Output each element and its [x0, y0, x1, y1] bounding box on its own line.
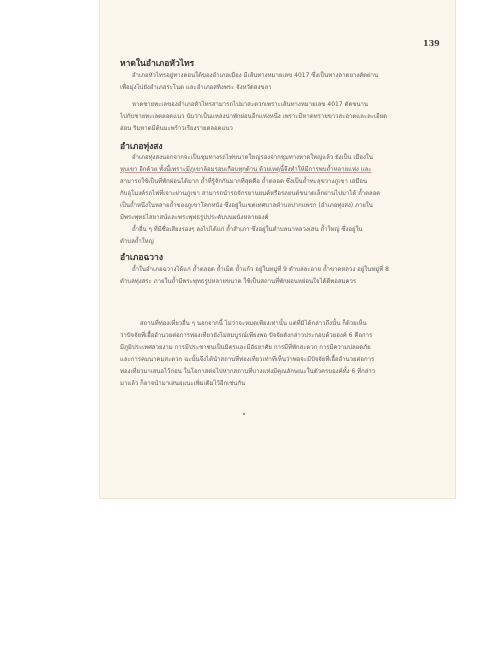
text-line: ถ้ำอื่น ๆ ที่มีชื่อเสียงรองๆ ลงไปได้แก่ ถ้ำสำเภา ซึ่งอยู่ในตำบลนาหลวงเสน ถ้ำใหญ่ ซึ่งอยู่ใน: [132, 226, 363, 233]
section-heading-chawang: อำเภอฉวาง: [120, 253, 163, 263]
text-line: ไปกับชายทะเลตลอดแนว นับว่าเป็นแหล่งน่าพักผ่อนอีกแห่งหนึ่ง เพราะมีหาดทรายขาวสะอาดและละเอียด: [120, 113, 388, 120]
text-line: หุบเขา อีกด้วย ทั้งนี้เพราะมีภูเขาล้อมรอบเกือบทุกด้าน ด้วยเหตุนี้จึงทำให้มีการพบถ้ำหลายแห่ง และ: [120, 166, 372, 173]
text-line: อ่อน ริมหาดมีต้นมะพร้าวเรียงรายตลอดแนว: [120, 125, 233, 132]
text-line: ท่องเที่ยวมาเสนอไว้ก่อน ในโอกาสต่อไปหากสถานที่บางแห่งมีคุณลักษณะในตัวครบองค์ทั้ง 6 ที่กล่าว: [120, 368, 376, 375]
text-line: และการคมนาคมสะดวก ฉะนั้นจึงได้นำสถานที่ท่องเที่ยวเท่าที่เห็นว่าพอจะมีปัจจัยที่เอื้ออำนวยต่อการ: [120, 356, 375, 363]
text-line: หาดชายทะเลของอำเภอหัวไทรสามารถไปมาสะดวกเพราะเส้นทางหมายเลข 4017 ตัดขนาน: [132, 101, 369, 108]
text-line: ตำบลถ้ำใหญ่: [120, 238, 154, 245]
text-line: อำเภอหัวไทรอยู่ทางตอนใต้ของอำเภอเมือง มีเส้นทางหมายเลข 4017 ซึ่งเป็นทางลาดยางตัดผ่าน: [132, 72, 379, 79]
paragraph: [120, 70, 442, 94]
text-line: สามารถใช้เป็นที่พักผ่อนได้มาก ถ้ำที่รู้จักกันมากที่สุดคือ ถ้ำตลอด ซึ่งเป็นถ้ำทะลุขวางภูเขา เสมือน: [120, 178, 368, 185]
page-number: 139: [423, 38, 440, 48]
text-line: เพื่อมุ่งไปยังอำเภอระโนด และอำเภอสทิงพระ จังหวัดสงขลา: [120, 84, 272, 91]
text-line: เป็นถ้ำหนึ่งในหลายถ้ำของภูเขาโคกหนัง ซึ่งอยู่ในเขตเทศบาลตำบลปากแพรก (อำเภอทุ่งสง) ภายใน: [120, 202, 373, 209]
text-line: มีภูมิประเทศสวยงาม การมีประชาชนเป็นมิตรและมีอัธยาศัย การมีที่พักสะดวก การมีความปลอดภัย: [120, 344, 371, 351]
text-line: ตำบลทุ่งสระ ภายในถ้ำมีพระพุทธรูปหลายขนาด ใช้เป็นสถานที่พักผ่อนหย่อนใจได้ดีพอสมควร: [120, 278, 357, 285]
text-line: อำเภอทุ่งสงนอกจากจะเป็นชุมทางรถไฟขนาดใหญ่รองจากชุมทางหาดใหญ่แล้ว ยังเป็น เมืองใน: [132, 154, 373, 161]
text-line: ว่าปัจจัยที่เอื้ออำนวยต่อการท่องเที่ยวยังไม่สมบูรณ์เพียงพอ ปัจจัยดังกล่าวประกอบด้วยองค์ 6 คือการ: [120, 332, 373, 339]
paragraph: [120, 224, 442, 248]
paragraph: [120, 99, 442, 135]
page-mark: [243, 413, 245, 415]
section-heading-hua-sai: หาดในอำเภอหัวไทร: [120, 59, 195, 69]
text-line: มีพระพุทธไสยาสน์และพระพุทธรูปประดับบนผนังหลายองค์: [120, 214, 269, 221]
section-heading-thung-song: อำเภอทุ่งสง: [120, 142, 163, 152]
paragraph: [120, 152, 442, 224]
text-line: สถานที่ท่องเที่ยวอื่น ๆ นอกจากนี้ ไม่ว่าจะหมดเพียงเท่านั้น แต่ที่มิได้กล่าวถึงนั้น ก็ด้วยเห็น: [140, 320, 367, 327]
text-line: มาแล้ว ก็อาจนำมาเสนอแนะเพิ่มเติมไว้อีกเช่นกัน: [120, 380, 246, 387]
paragraph: [120, 264, 442, 288]
paragraph: [120, 318, 442, 390]
text-line: ถ้ำในอำเภอฉวางได้แก่ ถ้ำตลอด ถ้ำเม็ด ถ้ำแก้ว อยู่ในหมู่ที่ 9 ตำบลละอาย ถ้ำขาดหลวง อยู่ในหมู่ที่ 8: [132, 266, 389, 273]
text-line: กับอุโมงค์รถไฟที่เจาะผ่านภูเขา สามารถนำรถจักรยานยนต์หรือรถยนต์ขนาดเล็กผ่านไปมาได้ ถ้ำตลอด: [120, 190, 381, 197]
